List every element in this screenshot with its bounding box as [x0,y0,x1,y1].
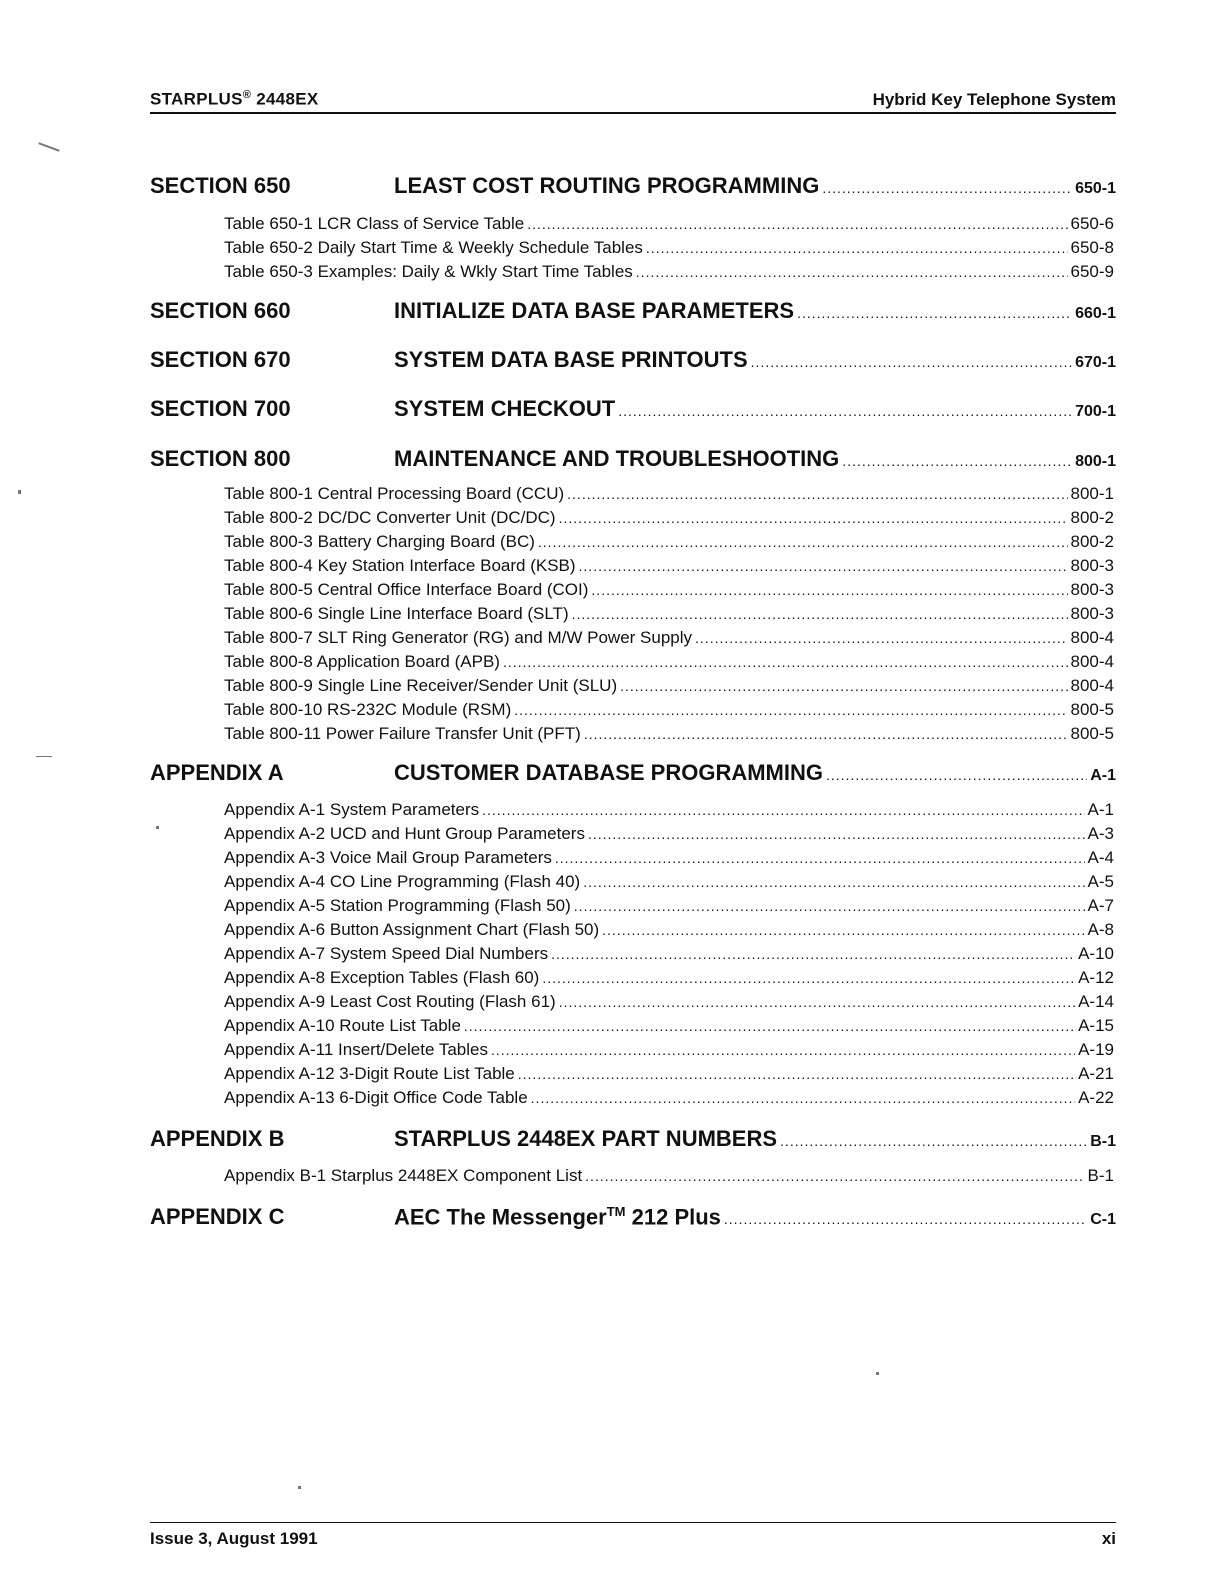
scan-speck [38,142,59,151]
toc-entry[interactable]: Table 800-9 Single Line Receiver/Sender Unit (SLU) ..... 800-4 [224,676,1114,700]
toc-entry[interactable]: Appendix A-5 Station Programming (Flash 50) ..... A-7 [224,896,1114,920]
toc-entry[interactable]: Table 800-5 Central Office Interface Board (COI) ..... 800-3 [224,580,1114,604]
toc-section-700[interactable]: SECTION 700 SYSTEM CHECKOUT ..... 700-1 [150,396,1116,426]
toc-entry[interactable]: Appendix A-3 Voice Mail Group Parameters ..... A-4 [224,848,1114,872]
toc-entry[interactable]: Appendix A-8 Exception Tables (Flash 60) ..... A-12 [224,968,1114,992]
toc-entry[interactable]: Appendix A-4 CO Line Programming (Flash 40) ..... A-5 [224,872,1114,896]
toc-appendix-b[interactable]: APPENDIX B STARPLUS 2448EX PART NUMBERS ..... B-1 [150,1126,1116,1156]
toc-appendix-a[interactable]: APPENDIX A CUSTOMER DATABASE PROGRAMMING ..... A-1 [150,760,1116,790]
toc-entry[interactable]: Table 800-4 Key Station Interface Board (KSB) ..... 800-3 [224,556,1114,580]
scan-speck [36,756,52,757]
toc-entry[interactable]: Appendix A-11 Insert/Delete Tables ..... A-19 [224,1040,1114,1064]
toc-entry[interactable]: Table 800-10 RS-232C Module (RSM) ..... 800-5 [224,700,1114,724]
scan-speck [18,490,21,494]
appendix-c-title: AEC The Messenger™ 212 Plus [394,1204,721,1230]
toc-entry[interactable]: Appendix A-6 Button Assignment Chart (Flash 50) ..... A-8 [224,920,1114,944]
toc-entry[interactable]: Table 800-3 Battery Charging Board (BC) ..... 800-2 [224,532,1114,556]
toc-appendix-c[interactable]: APPENDIX C AEC The Messenger™ 212 Plus ..... C-1 [150,1204,1116,1234]
scan-speck [298,1486,301,1489]
toc-entry[interactable]: Table 650-1 LCR Class of Service Table ..... 650-6 [224,214,1114,238]
toc-entry[interactable]: Table 800-2 DC/DC Converter Unit (DC/DC) ..... 800-2 [224,508,1114,532]
toc-entry[interactable]: Table 800-7 SLT Ring Generator (RG) and M/W Power Supply ..... 800-4 [224,628,1114,652]
toc-entry[interactable]: Table 800-8 Application Board (APB) ..... 800-4 [224,652,1114,676]
scan-speck [876,1372,879,1375]
toc-entry[interactable]: Appendix A-1 System Parameters ..... A-1 [224,800,1114,824]
toc-entry[interactable]: Appendix A-10 Route List Table ..... A-15 [224,1016,1114,1040]
footer-issue: Issue 3, August 1991 [150,1529,318,1548]
toc-entry[interactable]: Appendix A-7 System Speed Dial Numbers ..... A-10 [224,944,1114,968]
toc-section-660[interactable]: SECTION 660 INITIALIZE DATA BASE PARAMETERS ..... 660-1 [150,298,1116,328]
page-header [150,86,1116,114]
toc-section-670[interactable]: SECTION 670 SYSTEM DATA BASE PRINTOUTS ..... 670-1 [150,347,1116,377]
toc-entry[interactable]: Table 800-1 Central Processing Board (CCU) ..... 800-1 [224,484,1114,508]
toc-entry[interactable]: Table 800-11 Power Failure Transfer Unit (PFT) ..... 800-5 [224,724,1114,748]
toc-entry[interactable]: Appendix A-2 UCD and Hunt Group Parameters ..... A-3 [224,824,1114,848]
toc-entry[interactable]: Appendix B-1 Starplus 2448EX Component List ..... B-1 [224,1166,1114,1190]
scan-speck [156,826,159,829]
toc-entry[interactable]: Appendix A-9 Least Cost Routing (Flash 61) ..... A-14 [224,992,1114,1016]
page-number: xi [1101,1529,1116,1548]
toc-entry[interactable]: Table 650-3 Examples: Daily & Wkly Start Time Tables ..... 650-9 [224,262,1114,286]
toc-entry[interactable]: Appendix A-13 6-Digit Office Code Table ..... A-22 [224,1088,1114,1112]
toc-section-800[interactable]: SECTION 800 MAINTENANCE AND TROUBLESHOOTING ..... 800-1 [150,446,1116,476]
header-product: STARPLUS® 2448EX [150,89,319,109]
toc-section-650[interactable]: SECTION 650 LEAST COST ROUTING PROGRAMMING ..... 650-1 [150,173,1116,203]
header-system-title: Hybrid Key Telephone System [872,90,1116,109]
toc-entry[interactable]: Table 650-2 Daily Start Time & Weekly Schedule Tables ..... 650-8 [224,238,1114,262]
toc-entry[interactable]: Table 800-6 Single Line Interface Board (SLT) ..... 800-3 [224,604,1114,628]
toc-entry[interactable]: Appendix A-12 3-Digit Route List Table ..... A-21 [224,1064,1114,1088]
page-footer [150,1522,1116,1549]
